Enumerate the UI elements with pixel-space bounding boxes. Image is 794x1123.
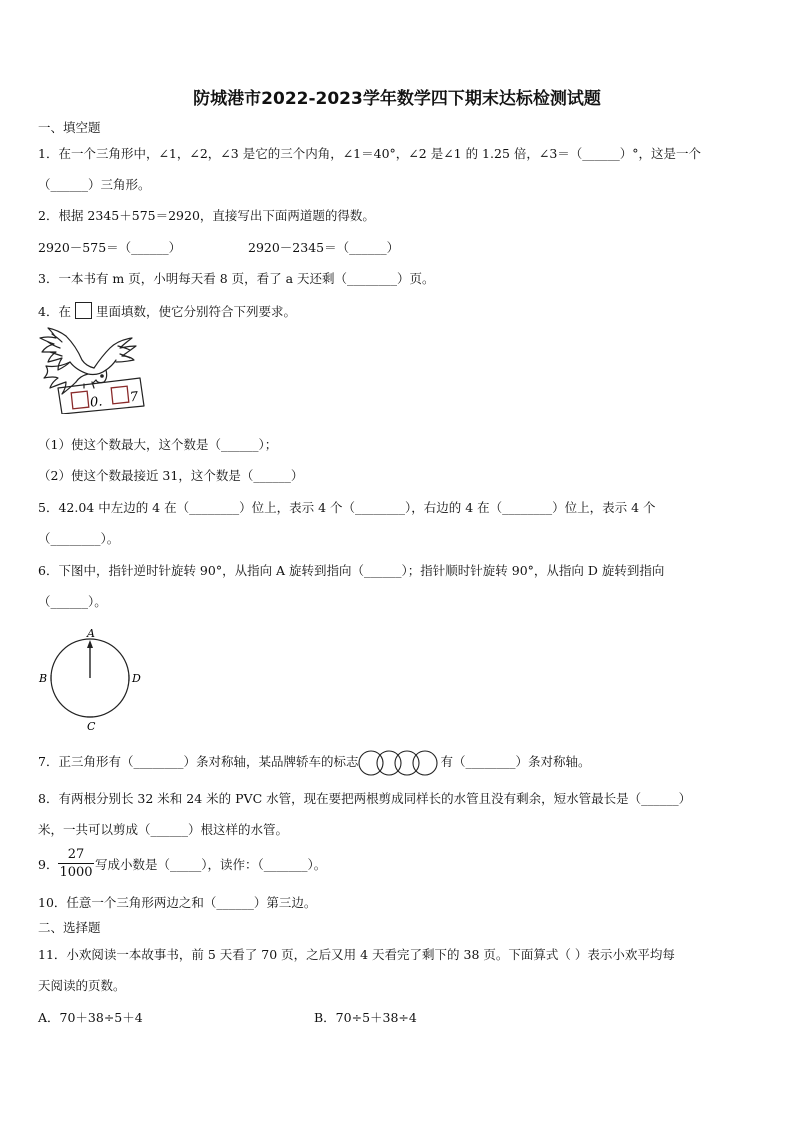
question-2-part-a: 2920－575＝（______） (38, 240, 182, 255)
question-4-intro (38, 302, 296, 320)
page-title: 防城港市2022-2023学年数学四下期末达标检测试题 (193, 89, 601, 109)
question-9-number: 9． (38, 857, 59, 872)
question-2-part-b: 2920－2345＝（______） (248, 240, 400, 255)
dial-label-a: A (87, 627, 95, 640)
clock-dial-diagram (36, 626, 148, 736)
bird-with-sign-illustration (36, 326, 148, 414)
question-7-prefix: 7．正三角形有（________）条对称轴，某品牌轿车的标志 (38, 754, 359, 769)
question-11-line-2: 天阅读的页数。 (38, 978, 126, 993)
question-1-line-1: 1．在一个三角形中，∠1，∠2，∠3 是它的三个内角，∠1＝40°，∠2 是∠1 的 1.25 倍，∠3＝（______）°，这是一个 (38, 146, 702, 161)
question-5-line-2: （________）。 (38, 531, 120, 546)
question-4-prefix: 4．在 (38, 304, 71, 319)
sign-blank-box-1 (71, 391, 89, 409)
fraction-27-over-1000 (58, 846, 94, 881)
dial-label-b: B (39, 672, 48, 685)
sign-text-zero: 0. (89, 394, 104, 411)
question-1-line-2: （______）三角形。 (38, 177, 151, 192)
question-5-line-1: 5．42.04 中左边的 4 在（________）位上，表示 4 个（________），右边的 4 在（________）位上，表示 4 个 (38, 500, 656, 515)
question-6-line-1: 6．下图中，指针逆时针旋转 90°，从指向 A 旋转到指向（______）；指针顺时针旋转 90°，从指向 D 旋转到指向 (38, 563, 665, 578)
sign-text-seven: 7 (129, 389, 139, 406)
question-11-line-1: 11．小欢阅读一本故事书，前 5 天看了 70 页，之后又用 4 天看完了剩下的 38 页。下面算式（ ）表示小欢平均每 (38, 947, 675, 962)
fraction-denominator: 1000 (59, 865, 93, 880)
question-4-sub-2: （2）使这个数最接近 31，这个数是（______） (38, 468, 304, 483)
blank-box-icon (75, 302, 92, 319)
question-6-line-2: （______）。 (38, 594, 107, 609)
sign-blank-box-2 (111, 386, 129, 404)
question-9-text: 写成小数是（_____），读作：（_______）。 (95, 857, 327, 872)
question-4-sub-1: （1）使这个数最大，这个数是（______）； (38, 437, 278, 452)
question-2-line-1: 2．根据 2345＋575＝2920，直接写出下面两道题的得数。 (38, 208, 375, 223)
fraction-numerator: 27 (58, 846, 94, 864)
question-4-suffix: 里面填数，使它分别符合下列要求。 (95, 304, 296, 319)
question-8-line-1: 8．有两根分别长 32 米和 24 米的 PVC 水管，现在要把两根剪成同样长的水管且没有剩余，短水管最长是（______） (38, 791, 692, 806)
dial-label-d: D (132, 672, 141, 685)
question-10: 10．任意一个三角形两边之和（______）第三边。 (38, 895, 317, 910)
section-heading-multiple-choice: 二、选择题 (38, 920, 101, 935)
dial-label-c: C (87, 720, 96, 733)
question-3: 3．一本书有 m 页，小明每天看 8 页，看了 a 天还剩（________）页。 (38, 271, 435, 286)
arrow-head-icon (87, 640, 93, 648)
question-7-line (38, 754, 590, 771)
question-11-option-a[interactable]: A．70＋38÷5＋4 (38, 1010, 143, 1025)
question-11-option-b[interactable]: B．70÷5＋38÷4 (314, 1010, 417, 1025)
question-7-suffix: 有（________）条对称轴。 (440, 754, 591, 769)
car-logo-four-rings-icon (358, 749, 440, 777)
section-heading-fill-in: 一、填空题 (38, 120, 101, 135)
question-8-line-2: 米，一共可以剪成（______）根这样的水管。 (38, 822, 289, 837)
